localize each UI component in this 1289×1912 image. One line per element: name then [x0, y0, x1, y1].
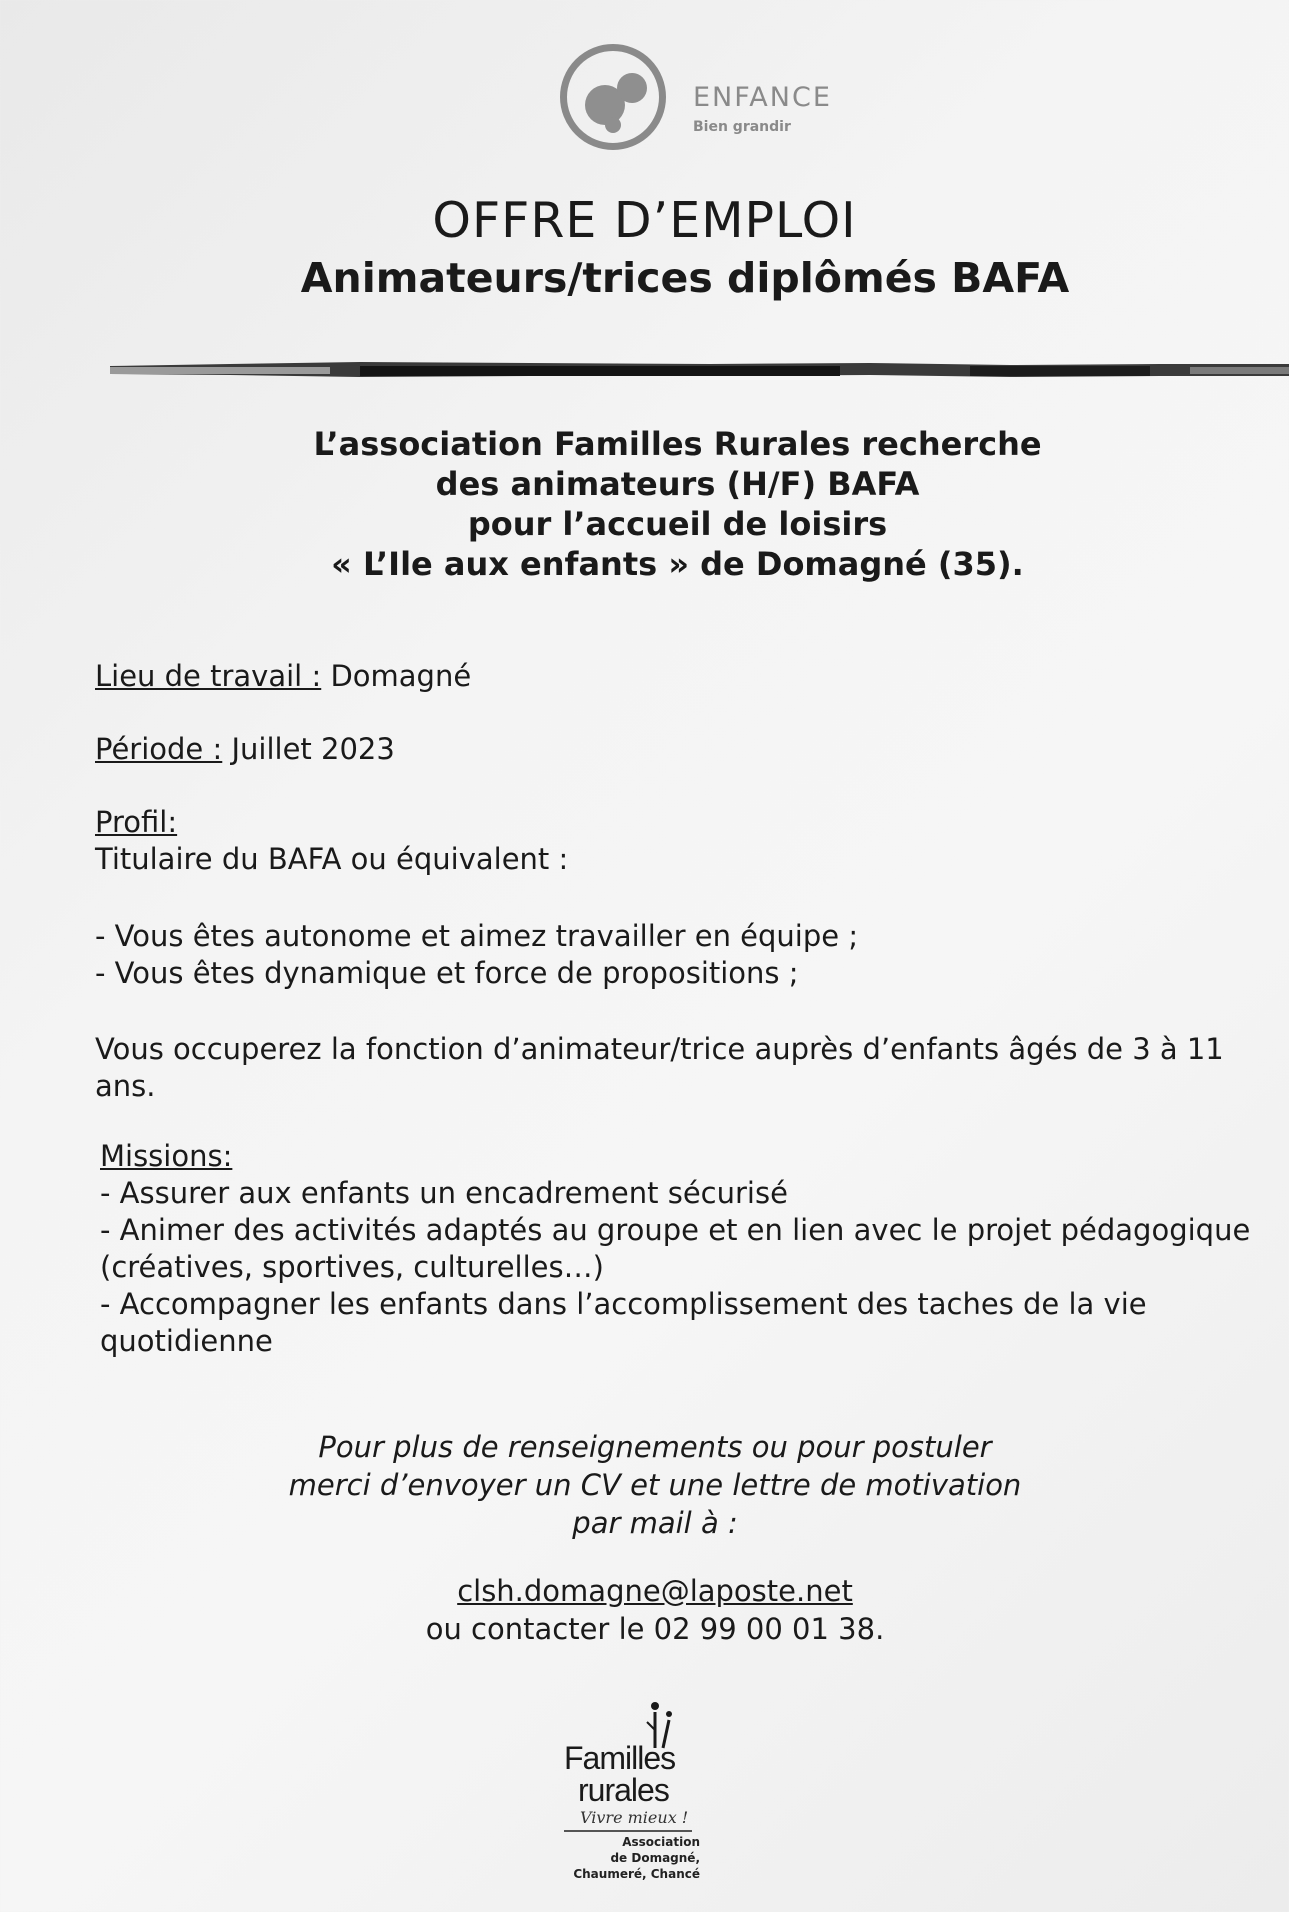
- list-item: - Vous êtes dynamique et force de propositions ;: [95, 956, 799, 990]
- profil-section: [95, 804, 1245, 878]
- lieu-label: Lieu de travail :: [95, 659, 322, 693]
- fr-assoc-line: de Domagné,: [610, 1851, 700, 1865]
- profil-intro: Titulaire du BAFA ou équivalent :: [95, 842, 569, 876]
- fr-logo-association: [560, 1834, 700, 1882]
- intro-line: pour l’accueil de loisirs: [467, 505, 888, 543]
- intro-block: [0, 424, 1289, 584]
- profil-label: Profil:: [95, 805, 178, 839]
- lieu-value: Domagné: [330, 659, 472, 693]
- list-item: - Vous êtes autonome et aimez travailler en équipe ;: [95, 919, 859, 953]
- fr-logo-divider: [564, 1830, 692, 1832]
- familles-rurales-logo: [560, 1700, 710, 1885]
- enfance-logo-tagline: Bien grandir: [693, 119, 791, 135]
- list-item: - Accompagner les enfants dans l’accomplissement des taches de la vie: [100, 1287, 1147, 1321]
- fr-logo-word2: rurales: [578, 1772, 669, 1808]
- fonction-line: ans.: [95, 1069, 156, 1103]
- missions-label: Missions:: [100, 1139, 233, 1173]
- intro-line: des animateurs (H/F) BAFA: [435, 465, 920, 503]
- page-title: OFFRE D’EMPLOI: [432, 192, 857, 249]
- periode-row: [95, 731, 1245, 768]
- fr-assoc-line: Chaumeré, Chancé: [573, 1867, 700, 1881]
- fr-logo-tagline: Vivre mieux !: [580, 1808, 689, 1827]
- contact-phone: ou contacter le 02 99 00 01 38.: [425, 1612, 885, 1646]
- contact-details: [0, 1572, 1289, 1648]
- contact-line: merci d’envoyer un CV et une lettre de motivation: [288, 1468, 1022, 1502]
- contact-line: Pour plus de renseignements ou pour postuler: [318, 1430, 992, 1464]
- fonction-paragraph: [95, 1031, 1245, 1105]
- contact-email-link[interactable]: clsh.domagne@laposte.net: [457, 1574, 853, 1608]
- fr-logo-word1: Familles: [564, 1740, 676, 1776]
- intro-line: « L’Ile aux enfants » de Domagné (35).: [331, 545, 1024, 583]
- list-item: quotidienne: [100, 1324, 273, 1358]
- list-item: - Animer des activités adaptés au groupe et en lien avec le projet pédagogique: [100, 1213, 1251, 1247]
- enfance-logo-icon: [560, 44, 666, 150]
- intro-line: L’association Familles Rurales recherche: [313, 425, 1042, 463]
- fr-assoc-line: Association: [622, 1835, 700, 1849]
- list-item: - Assurer aux enfants un encadrement sécurisé: [100, 1176, 788, 1210]
- list-item: (créatives, sportives, culturelles…): [100, 1250, 604, 1284]
- contact-line: par mail à :: [572, 1506, 738, 1540]
- page-subtitle: Animateurs/trices diplômés BAFA: [300, 254, 1070, 302]
- enfance-logo: [560, 44, 850, 164]
- fonction-line: Vous occuperez la fonction d’animateur/trice auprès d’enfants âgés de 3 à 11: [95, 1032, 1224, 1066]
- enfance-logo-word: ENFANCE: [693, 82, 832, 113]
- periode-value: Juillet 2023: [231, 732, 395, 766]
- contact-instructions: [0, 1428, 1289, 1542]
- lieu-row: [95, 658, 1245, 695]
- missions-section: [100, 1138, 1250, 1360]
- periode-label: Période :: [95, 732, 223, 766]
- divider: [110, 358, 1289, 382]
- profil-list: [95, 918, 1245, 992]
